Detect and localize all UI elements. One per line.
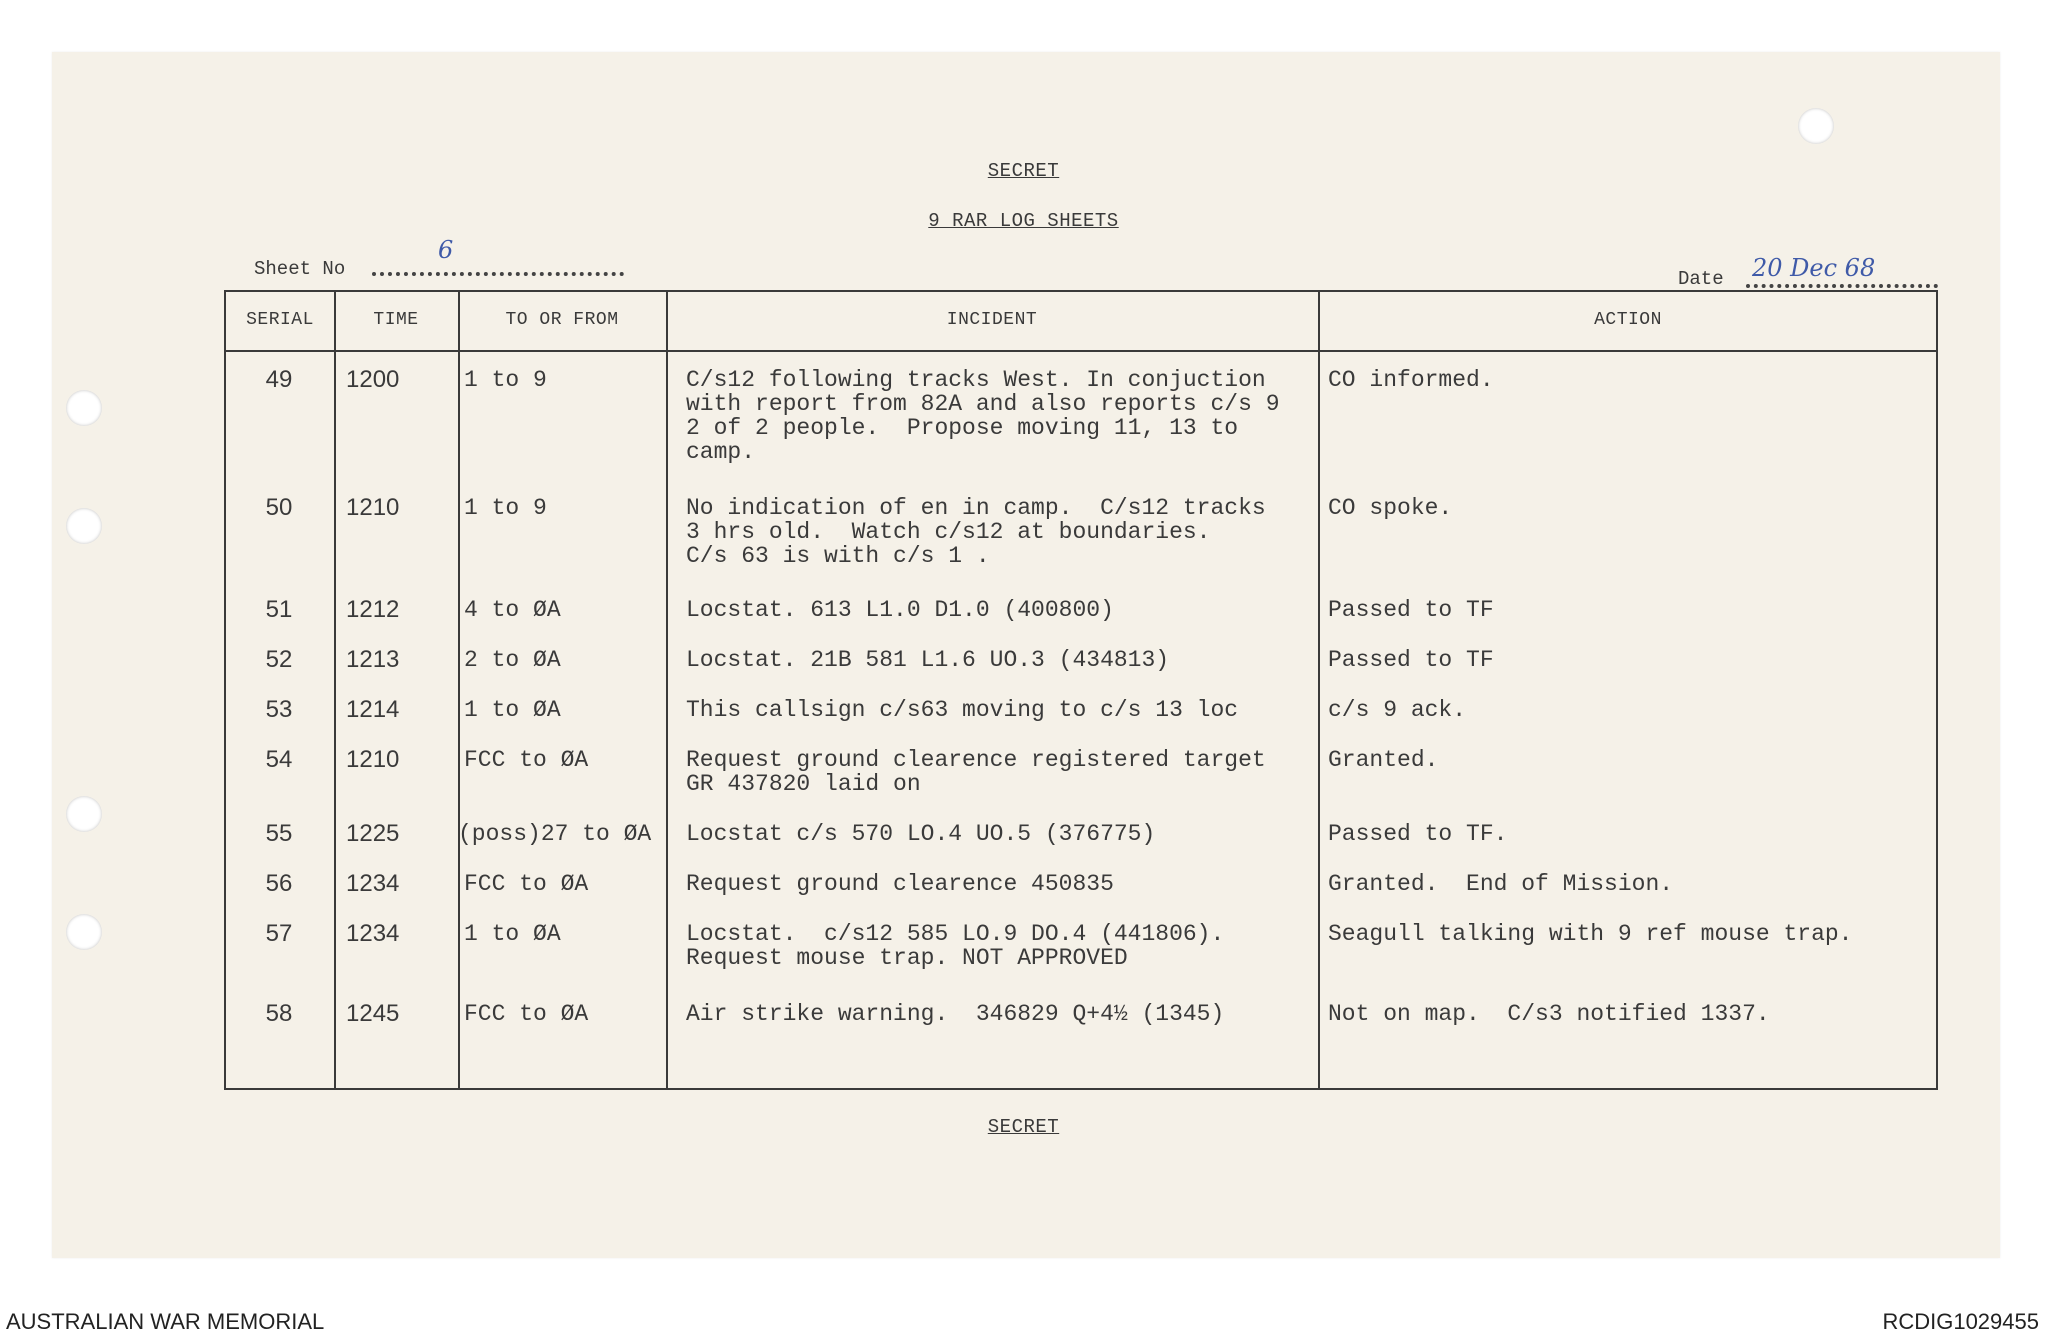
archive-footer <box>0 1301 2047 1343</box>
time-cell: 1225 <box>346 820 400 847</box>
incident-cell: Request ground clearence 450835 <box>686 871 1114 897</box>
action-cell: Seagull talking with 9 ref mouse trap. <box>1328 921 1853 947</box>
time-cell: 1212 <box>346 596 400 623</box>
action-cell: Passed to TF <box>1328 597 1494 623</box>
time-cell: 1234 <box>346 920 400 947</box>
header-serial: SERIAL <box>246 310 314 330</box>
footer-institution: AUSTRALIAN WAR MEMORIAL <box>6 1309 325 1334</box>
serial-cell: 51 <box>265 596 293 623</box>
footer-record-id: RCDIG1029455 <box>1882 1309 2039 1334</box>
serial-cell: 58 <box>265 1000 293 1027</box>
incident-cell: Request ground clearence registered target GR 437820 laid on <box>686 747 1266 797</box>
serial-cell: 49 <box>265 366 293 393</box>
serial-cell: 52 <box>265 646 293 673</box>
classification-bottom: SECRET <box>987 1116 1060 1138</box>
column-divider <box>458 292 460 1088</box>
serial-cell: 57 <box>265 920 293 947</box>
sheet-no-label: Sheet No <box>254 258 346 280</box>
to-or-from-cell: FCC to ØA <box>464 871 589 897</box>
punch-hole <box>1798 108 1834 144</box>
time-cell: 1213 <box>346 646 400 673</box>
date-dotted-line <box>1746 284 1938 288</box>
header-divider <box>226 350 1936 352</box>
to-or-from-cell: FCC to ØA <box>464 747 589 773</box>
incident-cell: Locstat. 21B 581 L1.6 UO.3 (434813) <box>686 647 1170 673</box>
to-or-from-cell: 1 to 9 <box>464 495 547 521</box>
action-cell: Granted. <box>1328 747 1439 773</box>
punch-hole <box>66 508 102 544</box>
header-time: TIME <box>373 310 419 330</box>
column-divider <box>334 292 336 1088</box>
action-cell: Passed to TF <box>1328 647 1494 673</box>
time-cell: 1245 <box>346 1000 400 1027</box>
incident-cell: Locstat. 613 L1.0 D1.0 (400800) <box>686 597 1114 623</box>
incident-cell: C/s12 following tracks West. In conjuction with report from 82A and also reports c/s 9 2 of 2 people. Propose moving 11, 13 to camp. <box>686 367 1280 465</box>
action-cell: Not on map. C/s3 notified 1337. <box>1328 1001 1770 1027</box>
serial-cell: 55 <box>265 820 293 847</box>
to-or-from-cell: 4 to ØA <box>464 597 561 623</box>
incident-cell: Locstat c/s 570 LO.4 UO.5 (376775) <box>686 821 1156 847</box>
serial-cell: 54 <box>265 746 293 773</box>
classification-top: SECRET <box>987 160 1060 182</box>
incident-cell: This callsign c/s63 moving to c/s 13 loc <box>686 697 1239 723</box>
serial-cell: 56 <box>265 870 293 897</box>
date-value: 20 Dec 68 <box>1752 254 1876 282</box>
punch-hole <box>66 914 102 950</box>
sheet-no-value: 6 <box>438 236 454 264</box>
punch-hole <box>66 390 102 426</box>
document-title: 9 RAR LOG SHEETS <box>928 210 1119 232</box>
action-cell: c/s 9 ack. <box>1328 697 1467 723</box>
time-cell: 1210 <box>346 746 400 773</box>
action-cell: CO informed. <box>1328 367 1494 393</box>
serial-cell: 50 <box>265 494 293 521</box>
sheet-no-dotted-line <box>372 272 624 276</box>
to-or-from-cell: 2 to ØA <box>464 647 561 673</box>
time-cell: 1200 <box>346 366 400 393</box>
date-label: Date <box>1678 268 1724 290</box>
punch-hole <box>66 796 102 832</box>
incident-cell: Air strike warning. 346829 Q+4½ (1345) <box>686 1001 1225 1027</box>
time-cell: 1210 <box>346 494 400 521</box>
header-incident: INCIDENT <box>946 310 1038 330</box>
column-divider <box>666 292 668 1088</box>
serial-cell: 53 <box>265 696 293 723</box>
action-cell: CO spoke. <box>1328 495 1453 521</box>
action-cell: Granted. End of Mission. <box>1328 871 1674 897</box>
incident-cell: Locstat. c/s12 585 LO.9 DO.4 (441806). Request mouse trap. NOT APPROVED <box>686 921 1225 971</box>
to-or-from-cell: 1 to ØA <box>464 697 561 723</box>
action-cell: Passed to TF. <box>1328 821 1508 847</box>
time-cell: 1234 <box>346 870 400 897</box>
header-to-or-from: TO OR FROM <box>505 310 619 330</box>
to-or-from-cell: 1 to ØA <box>464 921 561 947</box>
time-cell: 1214 <box>346 696 400 723</box>
incident-cell: No indication of en in camp. C/s12 tracks 3 hrs old. Watch c/s12 at boundaries. C/s 63 is with c/s 1 . <box>686 495 1266 569</box>
log-table <box>224 290 1938 1090</box>
to-or-from-cell: 1 to 9 <box>464 367 547 393</box>
header-action: ACTION <box>1594 310 1662 330</box>
to-or-from-cell: (poss)27 to ØA <box>458 821 652 847</box>
to-or-from-cell: FCC to ØA <box>464 1001 589 1027</box>
